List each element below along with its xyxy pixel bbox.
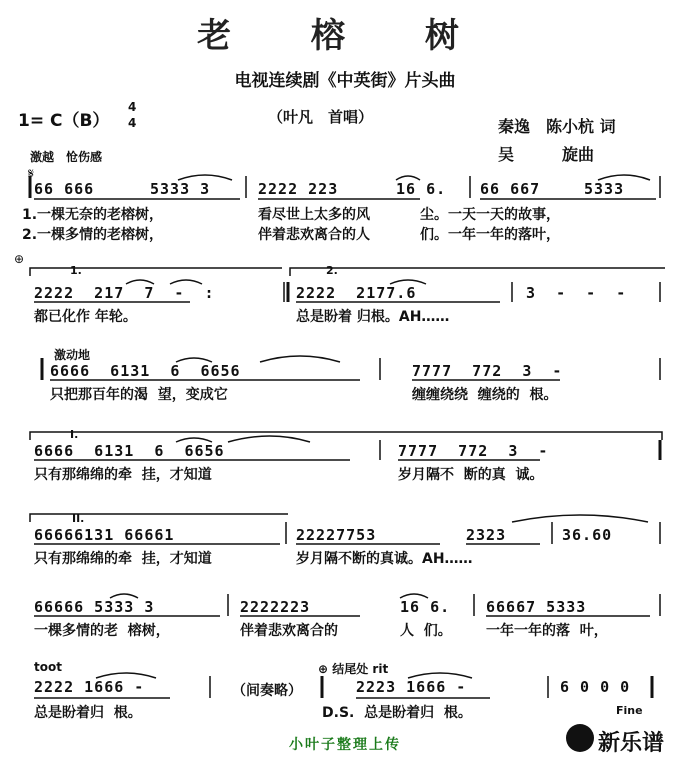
notes-row4a: 6666 6131 6 6656 <box>34 442 225 460</box>
lyrics-row1-v1c: 尘。一天一天的故事， <box>420 207 560 223</box>
fine-mark: Fine <box>616 704 643 717</box>
notes-row1-m3b: 5333 <box>584 180 625 198</box>
key-signature: 1= C（B） <box>18 111 110 131</box>
notes-row6c: 16 6. <box>400 598 451 616</box>
notes-row7b: 2223 1666 - <box>356 678 467 696</box>
notes-row2-m3: 3 - - - <box>526 284 627 302</box>
lyrics-row5b: 岁月隔不断的真诚。AH…… <box>296 551 473 567</box>
lyrics-row6d: 一年一年的落 叶， <box>486 623 608 639</box>
notes-row1-m3a: 66 667 <box>480 180 541 198</box>
volta-I-label: I. <box>70 428 79 441</box>
lyricist-credit: 秦逸 陈小杭 词 <box>498 117 616 136</box>
lyrics-row1-v2b: 伴着悲欢离合的人 <box>258 227 370 243</box>
uploader-credit: 小叶子整理上传 <box>289 737 401 753</box>
lyrics-row6a: 一棵多情的老 榕树， <box>34 623 170 639</box>
notes-row6b: 2222223 <box>240 598 311 616</box>
expression-mark-4: ⊕ 结尾处 rit <box>318 662 389 676</box>
interlude-text: （间奏略） <box>232 683 302 699</box>
song-subtitle: 电视连续剧《中英街》片头曲 <box>234 71 456 91</box>
notes-row3a: 6666 6131 6 6656 <box>50 362 241 380</box>
notes-row2-m1: 2222 217 7 - : <box>34 284 215 302</box>
lyrics-row5a: 只有那绵绵的牵 挂，才知道 <box>34 551 212 567</box>
expression-mark-2: 激动地 <box>54 348 91 362</box>
lyrics-row3b: 缠缠绕绕 缠绕的 根。 <box>412 387 558 403</box>
lyrics-row4b: 岁月隔不 断的真 诚。 <box>398 467 544 483</box>
lyrics-row4a: 只有那绵绵的牵 挂，才知道 <box>34 467 212 483</box>
composer-credit: 吴 旋曲 <box>498 145 595 164</box>
volta-1-label: 1. <box>70 264 82 277</box>
notes-row1-m1b: 5333 3 <box>150 180 211 198</box>
site-logo: 新乐谱 <box>598 731 665 756</box>
song-title: 老 榕 树 <box>197 16 493 56</box>
notes-row1-m2a: 2222 223 <box>258 180 339 198</box>
notes-row5c: 2323 <box>466 526 507 544</box>
notes-row5d: 36.60 <box>562 526 613 544</box>
volta-II-label: II. <box>72 512 85 525</box>
lyrics-row6b: 伴着悲欢离合的 <box>240 623 338 639</box>
notes-row7a: 2222 1666 - <box>34 678 145 696</box>
notes-row3b: 7777 772 3 - <box>412 362 563 380</box>
lyrics-row2a: 都已化作 年轮。 <box>34 309 137 325</box>
singer-credit: （叶凡 首唱） <box>268 108 374 126</box>
segno-sign: 𝄋 <box>28 166 35 182</box>
notes-row2-m2: 2222 2177.6 <box>296 284 417 302</box>
lyrics-row3a: 只把那百年的渴 望，变成它 <box>50 387 228 403</box>
lyrics-row1-v2c: 们。一年一年的落叶， <box>420 227 560 243</box>
lyrics-row1-v2a: 2.一棵多情的老榕树， <box>22 227 164 243</box>
notes-row1-m1a: 66 666 <box>34 180 95 198</box>
notes-row5a: 66666131 66661 <box>34 526 175 544</box>
lyrics-row7a: 总是盼着归 根。 <box>34 705 142 721</box>
expression-mark-1: 激越 怆伤感 <box>30 150 103 164</box>
notes-row6a: 66666 5333 3 <box>34 598 155 616</box>
notes-row4b: 7777 772 3 - <box>398 442 549 460</box>
lyrics-row2b: 总是盼着 归根。AH…… <box>296 309 450 325</box>
coda-sign: ⊕ <box>14 252 25 266</box>
lyrics-row1-v1a: 1.一棵无奈的老榕树， <box>22 207 164 223</box>
lyrics-row7b: D.S. 总是盼着归 根。 <box>322 705 472 721</box>
expression-mark-3: toot <box>34 660 62 674</box>
time-signature-bottom: 4 <box>128 116 137 130</box>
notes-row7c: 6 0 0 0 <box>560 678 631 696</box>
notes-row6d: 66667 5333 <box>486 598 587 616</box>
notes-row5b: 22227753 <box>296 526 377 544</box>
lyrics-row1-v1b: 看尽世上太多的风 <box>258 207 370 223</box>
time-signature-top: 4 <box>128 100 137 114</box>
notes-row1-m2b: 16 6. <box>396 180 447 198</box>
lyrics-row6c: 人 们。 <box>400 623 452 639</box>
volta-2-label: 2. <box>326 264 338 277</box>
